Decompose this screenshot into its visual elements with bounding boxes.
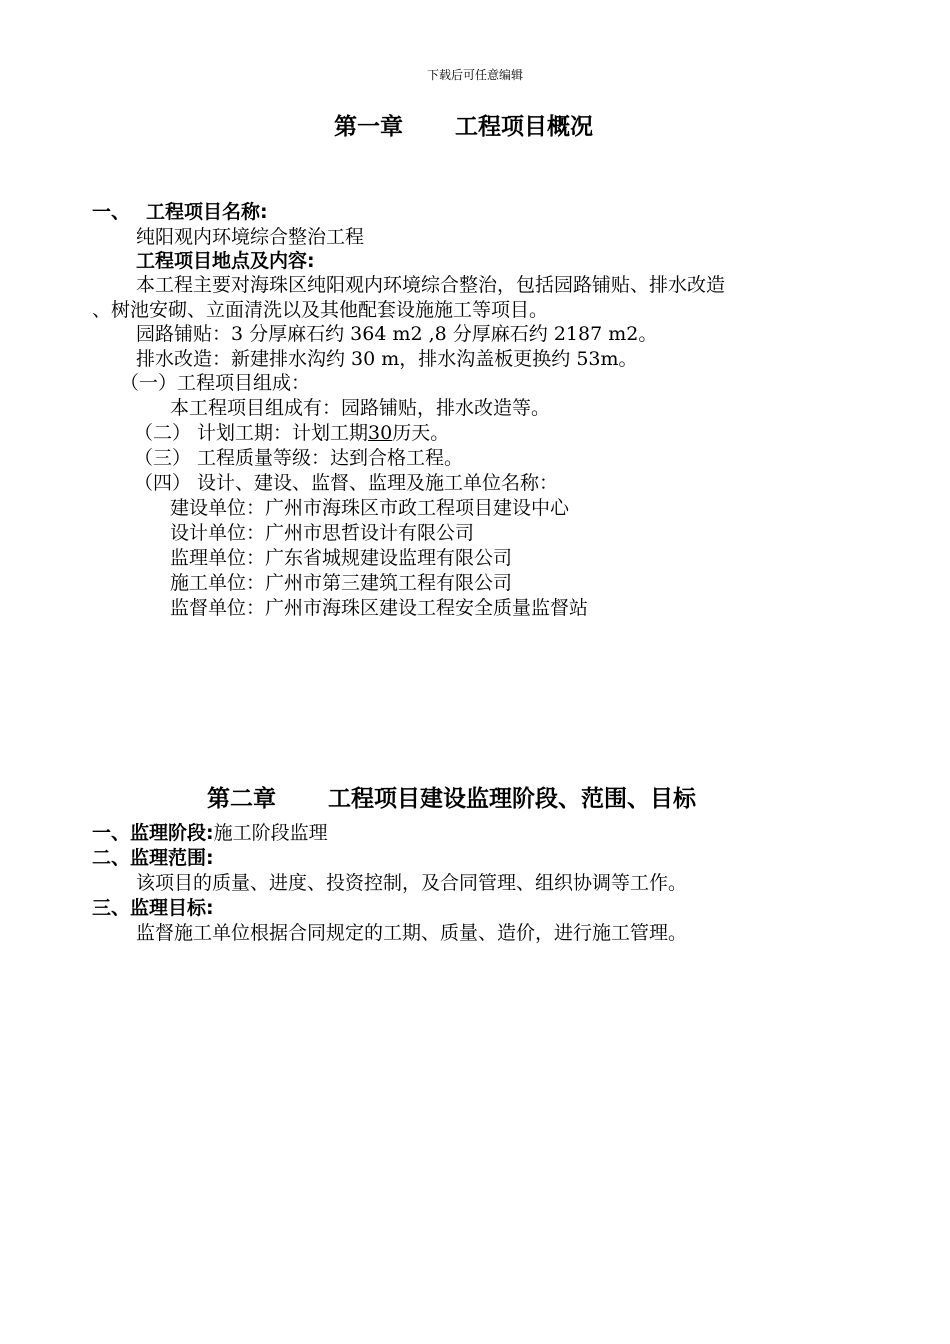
unit-contractor: 施工单位：广州市第三建筑工程有限公司 <box>170 572 513 594</box>
page-header: 下载后可任意编辑 <box>426 68 523 82</box>
chapter1-number: 第一章 <box>334 114 403 140</box>
schedule-prefix: （二） 计划工期：计划工期 <box>134 422 369 444</box>
chapter2-title: 工程项目建设监理阶段、范围、目标 <box>328 786 696 812</box>
composition-line: 本工程项目组成有：园路铺贴，排水改造等。 <box>170 397 551 419</box>
drainage-line: 排水改造：新建排水沟约 30 m，排水沟盖板更换约 53m。 <box>136 348 638 370</box>
unit-supervision: 监理单位：广东省城规建设监理有限公司 <box>170 547 513 569</box>
unit-oversight: 监督单位：广州市海珠区建设工程安全质量监督站 <box>170 597 589 619</box>
supervision-stage <box>92 821 328 845</box>
subsection-1: （一）工程项目组成： <box>120 372 311 394</box>
unit-design: 设计单位：广州市思哲设计有限公司 <box>170 522 475 544</box>
chapter2-number: 第二章 <box>207 786 276 812</box>
goal-label: 三、监理目标: <box>92 897 214 919</box>
scope-value: 该项目的质量、进度、投资控制，及合同管理、组织协调等工作。 <box>136 872 688 894</box>
schedule-suffix: 历天。 <box>392 422 450 444</box>
section1-number: 一、 <box>92 201 131 223</box>
section1-label: 工程项目名称: <box>146 201 268 223</box>
content-line-2: 、树池安砌、立面清洗以及其他配套设施施工等项目。 <box>92 299 549 321</box>
paving-line: 园路铺贴：3 分厚麻石约 364 m2 ,8 分厚麻石约 2187 m2。 <box>136 323 658 345</box>
stage-label: 一、监理阶段: <box>92 822 214 844</box>
section1-heading <box>92 200 268 224</box>
goal-value: 监督施工单位根据合同规定的工期、质量、造价，进行施工管理。 <box>136 922 688 944</box>
subsection-2 <box>134 421 449 445</box>
chapter1-title: 工程项目概况 <box>455 114 593 140</box>
chapter2-heading <box>207 780 696 813</box>
chapter1-heading <box>334 108 593 141</box>
project-name: 纯阳观内环境综合整治工程 <box>136 226 365 248</box>
location-label: 工程项目地点及内容: <box>136 250 315 272</box>
unit-construction: 建设单位：广州市海珠区市政工程项目建设中心 <box>170 497 570 519</box>
scope-label: 二、监理范围: <box>92 847 214 869</box>
content-line-1: 本工程主要对海珠区纯阳观内环境综合整治，包括园路铺贴、排水改造 <box>136 274 726 296</box>
schedule-days: 30 <box>368 422 393 444</box>
stage-value: 施工阶段监理 <box>213 822 328 844</box>
subsection-4: （四） 设计、建设、监督、监理及施工单位名称： <box>134 472 559 494</box>
subsection-3: （三） 工程质量等级：达到合格工程。 <box>134 447 464 469</box>
